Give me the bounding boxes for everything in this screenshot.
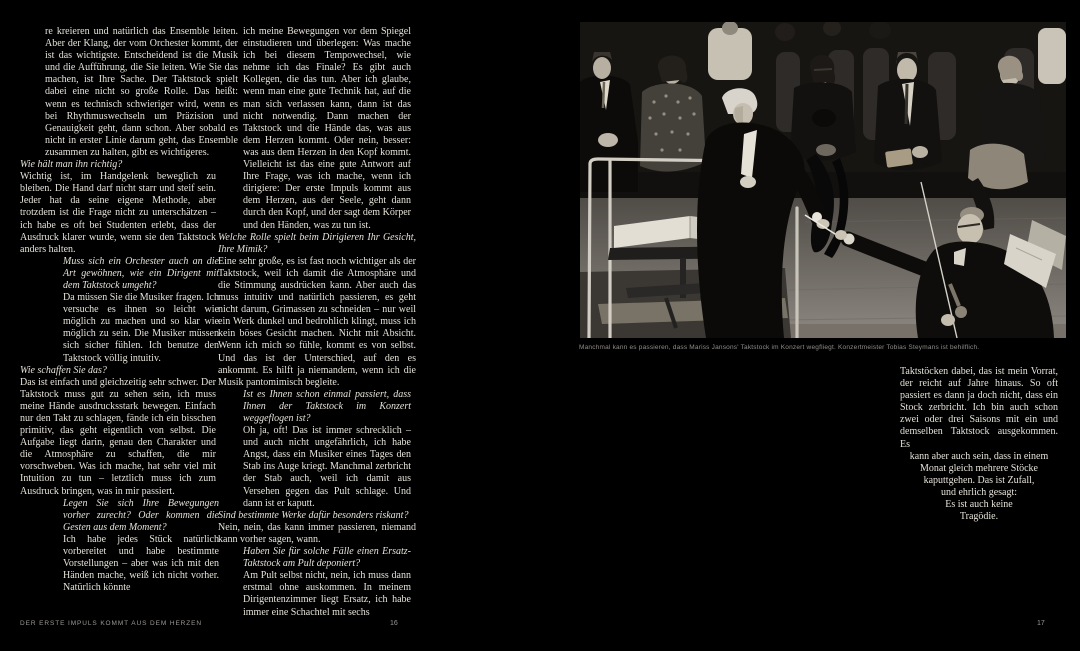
interview-question: Wie schaffen Sie das? [20,364,107,376]
interview-answer: Wichtig ist, im Handgelenk beweglich zu bleiben. Die Hand darf nicht starr und steif sein. Jeder hat da seine eigene Methode, aber trotzdem ist die Frage nicht zu unterschätzen – ich habe es oft bei Studenten erlebt, dass der Ausdruck klarer wurde, wenn sie den Taktstock anders halten. [20,171,216,255]
taper-line: Tragödie. [959,511,999,523]
text-column-3 [900,366,1058,523]
interview-answer: Taktstöcken dabei, das ist mein Vorrat, der reicht auf Jahre hinaus. So oft passiert es dann ja doch nicht, dass ein Stock zerbricht. Ich bin auch schon zwei oder drei Saisons mit ein und demselben Taktstock ausgekommen. Es [900,366,1058,450]
photo-caption: Manchmal kann es passieren, dass Mariss Jansons' Taktstock im Konzert wegfliegt. Konzertmeister Tobias Steymans ist behilflich. [579,344,980,351]
interview-answer: Nein, nein, das kann immer passieren, niemand kann vorher sagen, wann. [218,521,416,545]
interview-answer: Am Pult selbst nicht, nein, ich muss dann erstmal ohne auskommen. In meinem Dirigentenzimmer liegt Ersatz, ich habe immer eine Schachtel mit sechs [243,570,411,618]
taper-line: kann aber auch sein, dass in einem [909,450,1049,462]
taper-line: Monat gleich mehrere Stöcke [919,462,1038,474]
interview-question: Haben Sie für solche Fälle einen Ersatz-Taktstock am Pult deponiert? [243,546,411,570]
interview-answer: Ich habe jedes Stück natürlich vorbereitet und habe bestimmte Vorstellungen – aber was ich mit den Händen mache, weiß ich nicht vorher. Natürlich könnte [63,533,219,594]
page-number-right: 17 [1037,620,1045,627]
interview-question: Wie hält man ihn richtig? [20,159,123,171]
taper-line: Es ist auch keine [945,499,1013,511]
interview-answer: Das ist einfach und gleichzeitig sehr schwer. Der Taktstock muss gut zu sehen sein, ich muss meine Hände ausdrucksstark bewegen. Einfach nur den Takt zu schlagen, fände ich ein bisschen primitiv, das geht eigentlich von selbst. Die Aufgabe liegt darin, genau den Charakter und die Atmosphäre zu schaffen, die mir vorschweben. Was ich mache, hat sehr viel mit Intuition zu tun – letztlich muss ich zum Ausdruck bringen, was in mir passiert. [20,376,216,497]
interview-question: Muss sich ein Orchester auch an die Art gewöhnen, wie ein Dirigent mit dem Taktstock umgeht? [63,255,219,291]
running-title: DER ERSTE IMPULS KOMMT AUS DEM HERZEN [20,620,202,627]
text-column-2 [218,26,418,619]
interview-answer: Da müssen Sie die Musiker fragen. Ich versuche es ihnen so leicht wie möglich zu machen und so klar wie möglich zu sein. Die Musiker müssen sich sicher fühlen. Ich benutze den Taktstock völlig intuitiv. [63,292,219,364]
interview-answer: re kreieren und natürlich das Ensemble leiten. Aber der Klang, der vom Orchester kommt, der ist das wichtigste. Entscheidend ist die Musik und die Aufführung, die Sie leiten. Wie Sie das machen, ist Ihre Sache. Der Taktstock spielt dabei eine nicht so große Rolle. Das heißt: wenn es technisch schwieriger wird, wenn es bei Rhythmuswechseln um Präzision und Genauigkeit geht, dann schon. Aber sobald es nicht in erster Linie darum geht, das Ensemble zusammen zu halten, gibt es wichtigeres. [45,26,238,158]
interview-answer: ich meine Bewegungen vor dem Spiegel einstudieren und überlegen: Was mache ich bei diesem Tempowechsel, wie nehme ich das Finale? Es gibt auch Kollegen, die das tun. Aber ich glaube, wenn man eine gute Technik hat, auf die man sich verlassen kann, dann ist das nicht notwendig. Dann machen der Taktstock und die Hände das, was aus dem Herzen kommt. Oder nein, besser: was aus dem Herzen in den Kopf kommt. Vielleicht ist das eine gute Antwort auf Ihre Frage, was ich mache, wenn ich dirigiere: Der erste Impuls kommt aus dem Herzen, aus der Seele, geht dann durch den Kopf, und der sagt dem Körper und den Händen, was zu tun ist. [243,26,411,231]
concert-photo [580,22,1066,338]
taper-line: und ehrlich gesagt: [940,486,1018,498]
interview-question: Legen Sie sich Ihre Bewegungen vorher zurecht? Oder kommen die Gesten aus dem Moment? [63,497,219,533]
interview-answer: Oh ja, oft! Das ist immer schrecklich – und auch nicht ungefährlich, ich habe Angst, dass ein Musiker eines Tages den Stab ins Auge kriegt. Manchmal zerbricht der Stab auch, weil ich damit aus Versehen gegen das Pult schlage. Und dann ist er kaputt. [243,425,411,509]
interview-question: Ist es Ihnen schon einmal passiert, dass Ihnen der Taktstock im Konzert weggeflogen ist? [243,388,411,424]
tapered-text [900,451,1058,524]
interview-question: Welche Rolle spielt beim Dirigieren Ihr Gesicht, Ihre Mimik? [218,231,416,255]
interview-question: Sind bestimmte Werke dafür besonders riskant? [218,509,409,521]
interview-answer: Eine sehr große, es ist fast noch wichtiger als der Taktstock, weil ich damit die Atmosphäre und die Stimmung ausdrücken kann. Aber auch das muss intuitiv und natürlich passieren, es geht nicht darum, Grimassen zu schneiden – nur weil ein Werk dunkel und bedrohlich klingt, muss ich kein böses Gesicht machen. Nicht mit Absicht. Wenn ich mich so fühle, kommt es von selbst. Und das ist der Unterschied, auf den es ankommt. Es hilft ja niemandem, wenn ich die Musik pantomimisch begleite. [218,255,416,388]
taper-line: kaputtgehen. Das ist Zufall, [923,474,1035,486]
page-number-left: 16 [390,620,398,627]
